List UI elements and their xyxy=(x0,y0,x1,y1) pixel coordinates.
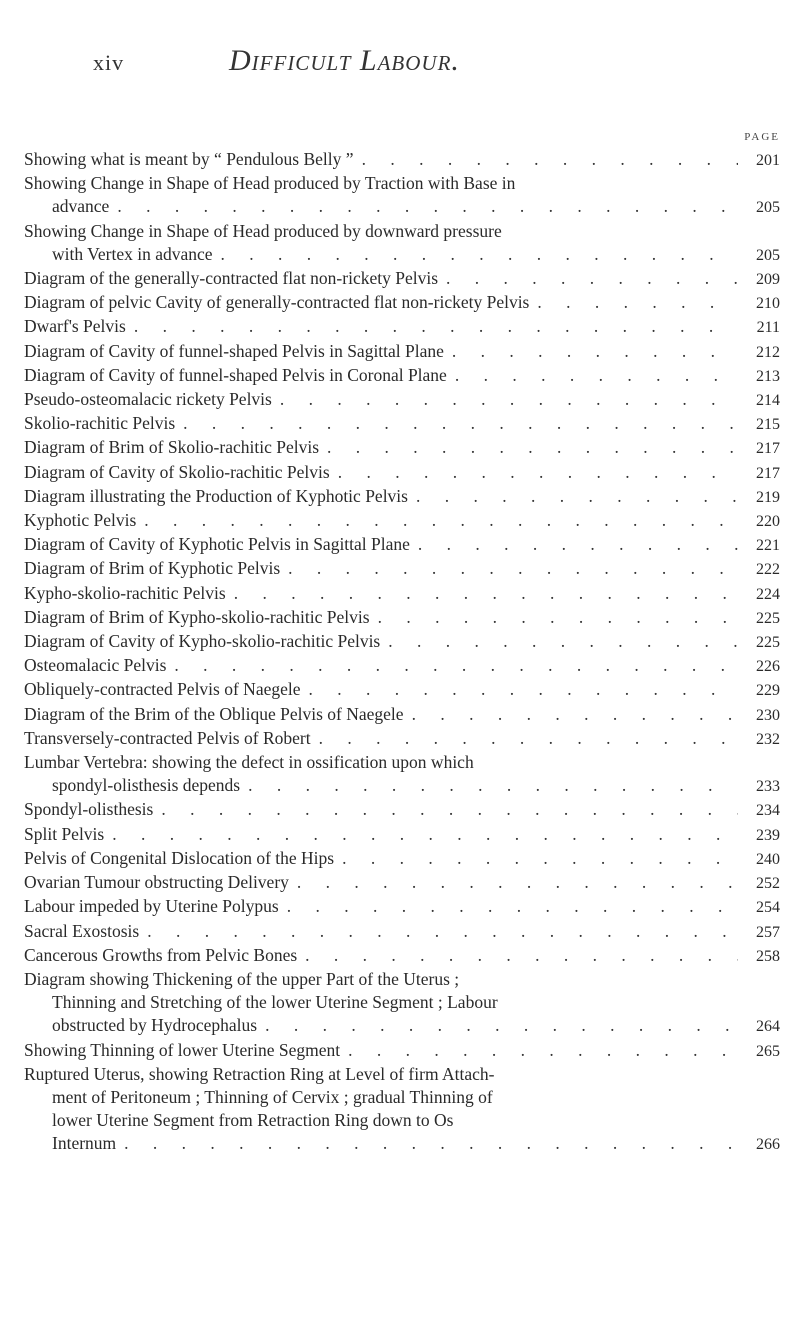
entry-line xyxy=(24,1086,780,1109)
list-item xyxy=(24,557,780,581)
entry-line xyxy=(24,968,780,991)
entry-text: Ovarian Tumour obstructing Delivery xyxy=(24,872,289,893)
entry-line xyxy=(24,1014,780,1038)
page-number: 205 xyxy=(756,246,780,264)
entry-line xyxy=(24,172,780,195)
entry-text: Labour impeded by Uterine Polypus xyxy=(24,896,279,917)
entry-line xyxy=(24,1039,780,1063)
list-item xyxy=(24,220,780,267)
page-number: 226 xyxy=(756,658,780,676)
dot-leader xyxy=(147,920,738,943)
dot-leader xyxy=(297,871,738,894)
entry-text: Diagram showing Thickening of the upper Part of the Uterus ; xyxy=(24,968,460,989)
entry-text: Pelvis of Congenital Dislocation of the Hips xyxy=(24,847,335,868)
entry-line xyxy=(24,1132,780,1156)
list-item xyxy=(24,944,780,968)
entry-text: Dwarf's Pelvis xyxy=(24,316,126,337)
page-number: 240 xyxy=(756,850,780,868)
page-number: 201 xyxy=(756,152,780,169)
dot-leader xyxy=(117,195,738,218)
list-item xyxy=(24,388,780,412)
entry-text: spondyl-olisthesis depends xyxy=(52,775,241,796)
list-item xyxy=(24,630,780,654)
list-item xyxy=(24,847,780,871)
list-item xyxy=(24,703,780,727)
entry-text: Showing Change in Shape of Head produced by Traction with Base in xyxy=(24,173,516,194)
page-number: 205 xyxy=(756,199,780,217)
entry-text: Kypho-skolio-rachitic Pelvis xyxy=(24,582,226,603)
entry-line xyxy=(24,195,780,219)
list-item xyxy=(24,291,780,315)
dot-leader xyxy=(327,436,738,459)
entry-text: Diagram of Cavity of Skolio-rachitic Pelvis xyxy=(24,461,330,482)
dot-leader xyxy=(455,364,738,387)
entry-text: with Vertex in advance xyxy=(52,243,213,264)
page-number: 222 xyxy=(756,561,780,579)
entry-line xyxy=(24,267,780,291)
list-item xyxy=(24,727,780,751)
page-number: 215 xyxy=(756,416,780,434)
entry-text: Diagram illustrating the Production of Kyphotic Pelvis xyxy=(24,485,408,506)
entry-line xyxy=(24,703,780,727)
entry-line xyxy=(24,1109,780,1132)
list-item xyxy=(24,798,780,822)
entry-text: Kyphotic Pelvis xyxy=(24,510,137,531)
entry-text: Skolio-rachitic Pelvis xyxy=(24,413,176,434)
entry-line xyxy=(24,871,780,895)
entry-text: Diagram of Cavity of Kyphotic Pelvis in Sagittal Plane xyxy=(24,534,410,555)
page-number: 264 xyxy=(756,1018,780,1036)
page-folio: xiv xyxy=(93,50,125,75)
entry-text: Spondyl-olisthesis xyxy=(24,799,154,820)
list-item xyxy=(24,315,780,339)
entry-line xyxy=(24,847,780,871)
dot-leader xyxy=(124,1132,738,1155)
page-number: 225 xyxy=(756,634,780,652)
entry-line xyxy=(24,798,780,822)
entry-line xyxy=(24,654,780,678)
page-column-label: PAGE xyxy=(744,131,780,143)
page-number: 252 xyxy=(756,875,780,893)
page-number: 233 xyxy=(756,778,780,796)
list-item xyxy=(24,871,780,895)
entry-text: Diagram of Brim of Skolio-rachitic Pelvis xyxy=(24,437,320,458)
entry-text: Diagram of Cavity of funnel-shaped Pelvis in Sagittal Plane xyxy=(24,340,444,361)
entry-text: Thinning and Stretching of the lower Uterine Segment ; Labour xyxy=(52,992,498,1013)
list-item xyxy=(24,364,780,388)
entry-text: Obliquely-contracted Pelvis of Naegele xyxy=(24,679,301,700)
entry-text: Diagram of Brim of Kyphotic Pelvis xyxy=(24,558,281,579)
entry-text: Internum xyxy=(52,1133,117,1154)
page-number: 213 xyxy=(756,367,780,385)
page-number: 266 xyxy=(756,1136,780,1154)
entry-text: Ruptured Uterus, showing Retraction Ring at Level of firm Attach- xyxy=(24,1063,495,1084)
dot-leader xyxy=(265,1014,738,1037)
list-item xyxy=(24,485,780,509)
page-number: 239 xyxy=(756,826,780,844)
page-number: 212 xyxy=(756,343,780,361)
entry-line xyxy=(24,461,780,485)
dot-leader xyxy=(280,388,738,411)
page-number: 221 xyxy=(756,537,780,555)
list-item xyxy=(24,606,780,630)
illustrations-list xyxy=(24,148,780,1157)
entry-text: Sacral Exostosis xyxy=(24,920,140,941)
entry-text: Pseudo-osteomalacic rickety Pelvis xyxy=(24,389,272,410)
entry-text: Split Pelvis xyxy=(24,823,105,844)
entry-text: obstructed by Hydrocephalus xyxy=(52,1015,258,1036)
page-number: 232 xyxy=(756,730,780,748)
running-head xyxy=(93,44,693,84)
list-item xyxy=(24,172,780,219)
entry-line xyxy=(24,364,780,388)
entry-text: Showing Change in Shape of Head produced by downward pressure xyxy=(24,220,502,241)
entry-line xyxy=(24,944,780,968)
entry-line xyxy=(24,991,780,1014)
page-number: 220 xyxy=(756,513,780,531)
dot-leader xyxy=(537,291,738,314)
dot-leader xyxy=(418,533,738,556)
entry-line xyxy=(24,606,780,630)
entry-line xyxy=(24,774,780,798)
entry-line xyxy=(24,630,780,654)
entry-text: Transversely-contracted Pelvis of Robert xyxy=(24,727,311,748)
dot-leader xyxy=(319,727,738,750)
dot-leader xyxy=(112,823,738,846)
entry-text: Diagram of Cavity of Kypho-skolio-rachitic Pelvis xyxy=(24,631,381,652)
dot-leader xyxy=(161,798,738,821)
entry-text: Diagram of the generally-contracted flat non-rickety Pelvis xyxy=(24,268,439,289)
list-item xyxy=(24,654,780,678)
page-number: 224 xyxy=(756,585,780,603)
entry-line xyxy=(24,315,780,339)
entry-line xyxy=(24,920,780,944)
page-number: 211 xyxy=(756,319,780,337)
list-item xyxy=(24,582,780,606)
dot-leader xyxy=(305,944,738,967)
entry-line xyxy=(24,388,780,412)
list-item xyxy=(24,1063,780,1157)
page-number: 210 xyxy=(756,295,780,313)
dot-leader xyxy=(144,509,738,532)
list-item xyxy=(24,1039,780,1063)
entry-line xyxy=(24,412,780,436)
dot-leader xyxy=(446,267,738,290)
list-item xyxy=(24,968,780,1039)
page-number: 225 xyxy=(756,609,780,627)
list-item xyxy=(24,895,780,919)
list-item xyxy=(24,340,780,364)
list-item xyxy=(24,412,780,436)
entry-line xyxy=(24,1063,780,1086)
list-item xyxy=(24,823,780,847)
page-number: 254 xyxy=(756,899,780,917)
list-item xyxy=(24,436,780,460)
entry-text: Diagram of Cavity of funnel-shaped Pelvis in Coronal Plane xyxy=(24,364,447,385)
entry-line xyxy=(24,727,780,751)
list-item xyxy=(24,533,780,557)
list-item xyxy=(24,678,780,702)
dot-leader xyxy=(378,606,738,629)
page-number: 229 xyxy=(756,682,780,700)
entry-line xyxy=(24,533,780,557)
entry-text: Diagram of the Brim of the Oblique Pelvis of Naegele xyxy=(24,703,404,724)
list-item xyxy=(24,148,780,172)
page-number: 258 xyxy=(756,947,780,965)
page-number: 217 xyxy=(756,440,780,458)
entry-text: Osteomalacic Pelvis xyxy=(24,655,167,676)
dot-leader xyxy=(287,895,738,918)
entry-text: ment of Peritoneum ; Thinning of Cervix ; gradual Thinning of xyxy=(52,1086,493,1107)
dot-leader xyxy=(452,340,738,363)
entry-line xyxy=(24,895,780,919)
entry-line xyxy=(24,436,780,460)
page-number: 234 xyxy=(756,802,780,820)
dot-leader xyxy=(174,654,738,677)
entry-text: Showing what is meant by “ Pendulous Belly ” xyxy=(24,149,354,169)
entry-text: advance xyxy=(52,196,110,217)
page-number: 219 xyxy=(756,488,780,506)
entry-line xyxy=(24,148,780,172)
running-title: Difficult Labour. xyxy=(229,44,460,77)
dot-leader xyxy=(248,774,738,797)
dot-leader xyxy=(183,412,738,435)
page-number: 217 xyxy=(756,464,780,482)
entry-text: lower Uterine Segment from Retraction Ring down to Os xyxy=(52,1110,454,1131)
list-item xyxy=(24,751,780,798)
list-item xyxy=(24,920,780,944)
entry-text: Diagram of pelvic Cavity of generally-contracted flat non-rickety Pelvis xyxy=(24,292,530,313)
dot-leader xyxy=(412,703,738,726)
entry-line xyxy=(24,582,780,606)
entry-line xyxy=(24,823,780,847)
list-item xyxy=(24,509,780,533)
entry-line xyxy=(24,220,780,243)
entry-line xyxy=(24,243,780,267)
dot-leader xyxy=(221,243,738,266)
dot-leader xyxy=(134,315,738,338)
entry-line xyxy=(24,678,780,702)
entry-line xyxy=(24,751,780,774)
list-item xyxy=(24,461,780,485)
dot-leader xyxy=(362,148,738,171)
entry-text: Showing Thinning of lower Uterine Segment xyxy=(24,1039,341,1060)
page-number: 214 xyxy=(756,392,780,410)
entry-text: Lumbar Vertebra: showing the defect in ossification upon which xyxy=(24,752,474,773)
dot-leader xyxy=(416,485,738,508)
dot-leader xyxy=(348,1039,738,1062)
entry-line xyxy=(24,485,780,509)
entry-text: Diagram of Brim of Kypho-skolio-rachitic Pelvis xyxy=(24,606,370,627)
dot-leader xyxy=(288,557,738,580)
page-number: 265 xyxy=(756,1042,780,1060)
list-item xyxy=(24,267,780,291)
entry-line xyxy=(24,509,780,533)
entry-text: Cancerous Growths from Pelvic Bones xyxy=(24,944,298,965)
dot-leader xyxy=(309,678,739,701)
page-number: 230 xyxy=(756,706,780,724)
entry-line xyxy=(24,557,780,581)
dot-leader xyxy=(338,461,738,484)
page-number: 209 xyxy=(756,271,780,289)
entry-line xyxy=(24,340,780,364)
dot-leader xyxy=(234,582,738,605)
entry-line xyxy=(24,291,780,315)
dot-leader xyxy=(342,847,738,870)
dot-leader xyxy=(388,630,738,653)
page-number: 257 xyxy=(756,923,780,941)
